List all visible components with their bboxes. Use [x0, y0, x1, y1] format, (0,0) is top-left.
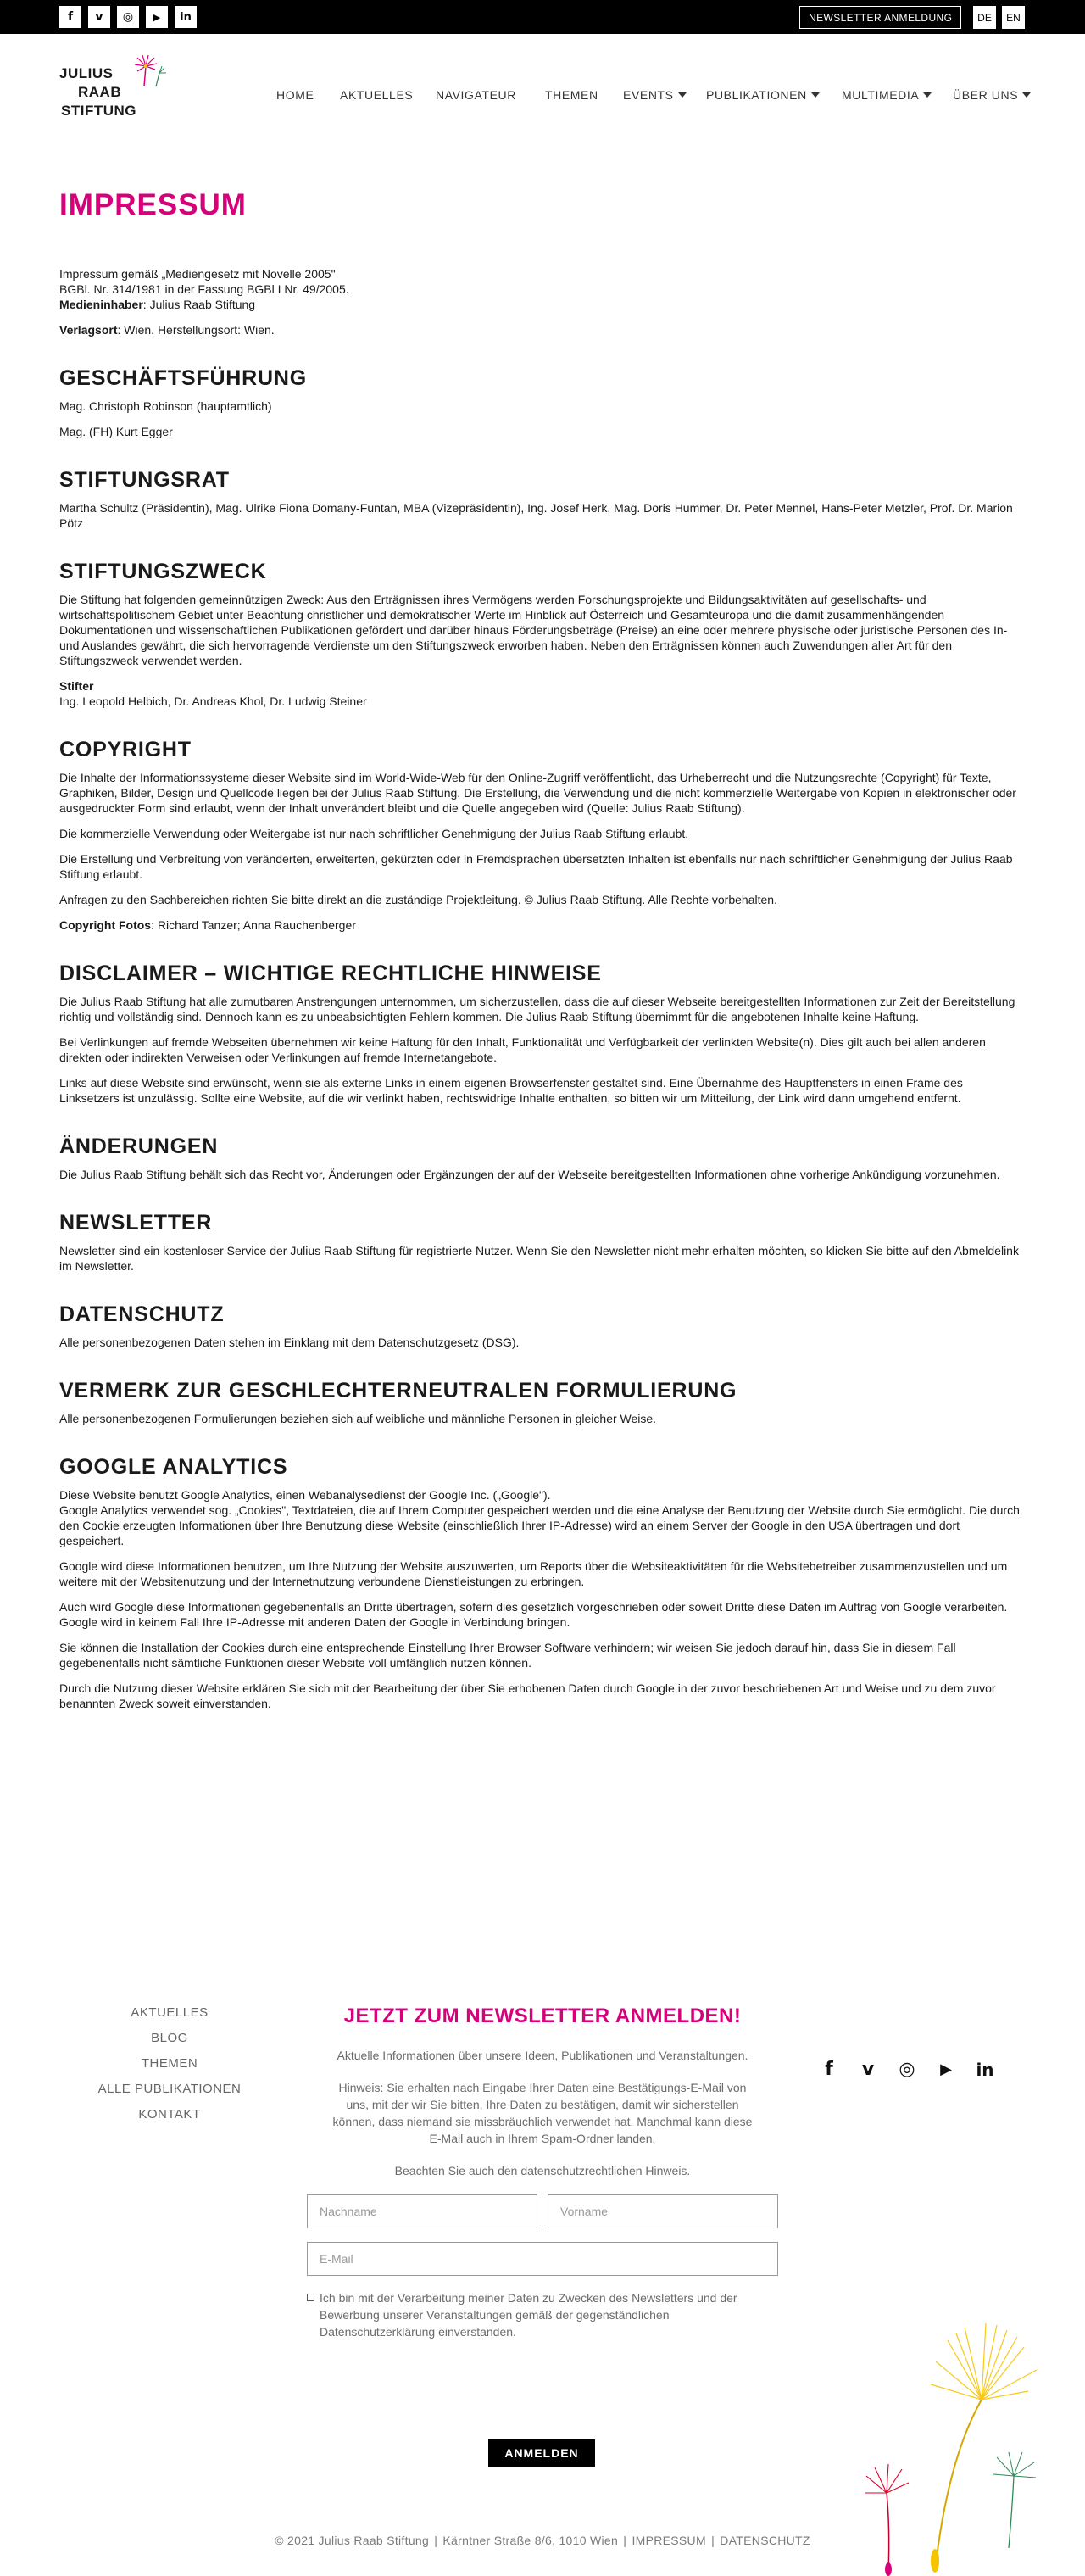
gf-person-2: Mag. (FH) Kurt Egger	[59, 425, 173, 438]
copyright-paragraph-4: Anfragen zu den Sachbereichen richten Sie bitte direkt an die zuständige Projektleitung. © Julius Raab Stiftung. Alle Rechte vorbehalten.	[59, 893, 777, 906]
stifter-label: Stifter	[59, 679, 94, 693]
nav-themen-label: THEMEN	[545, 88, 598, 102]
datenschutz-text: Alle personenbezogenen Daten stehen im Einklang mit dem Datenschutzgesetz (DSG).	[59, 1335, 520, 1349]
section-heading-datenschutz: DATENSCHUTZ	[59, 1302, 225, 1326]
copyright-text: © 2021 Julius Raab Stiftung	[275, 2534, 430, 2547]
newsletter-text: Newsletter sind ein kostenloser Service der Julius Raab Stiftung für registrierte Nutzer. Wenn Sie den Newsletter nicht mehr erhalten möchten, so klicken Sie bitte auf den Abmeldelink im Newsletter.	[59, 1244, 1019, 1273]
disclaimer-paragraph-3: Links auf diese Website sind erwünscht, wenn sie als externe Links in einem eigenen Browserfenster gestaltet sind. Eine Übernahme des Hauptfensters in einen Frame des Linksetzers ist unzulässig. Sollte eine Website, auf die wir verlinkt haben, rechtswidrige Inhalte enthalten, so bitten wir um Mitteilung, der Link wird dann umgehend entfernt.	[59, 1076, 963, 1105]
medieninhaber-value: : Julius Raab Stiftung	[142, 298, 256, 311]
newsletter-submit-button[interactable]: ANMELDEN	[488, 2439, 595, 2467]
footer-link-alle-publikationen[interactable]: ALLE PUBLIKATIONEN	[97, 2082, 242, 2096]
nav-home[interactable]	[276, 88, 314, 102]
chevron-down-icon	[923, 92, 932, 98]
medieninhaber	[59, 297, 1026, 312]
stifter-text: Ing. Leopold Helbich, Dr. Andreas Khol, Dr. Ludwig Steiner	[59, 694, 367, 708]
consent-row	[307, 2289, 778, 2340]
newsletter-signup-button[interactable]: NEWSLETTER ANMELDUNG	[799, 6, 961, 29]
separator: |	[434, 2534, 438, 2547]
top-social-links	[59, 6, 197, 28]
consent-text: Ich bin mit der Verarbeitung meiner Daten zu Zwecken des Newsletters und der Bewerbung unserer Veranstaltungen gemäß der gegenständlichen Datenschutzerklärung einverstanden.	[320, 2291, 737, 2339]
ga-paragraph-1a: Diese Website benutzt Google Analytics, einen Webanalysedienst der Google Inc. („Google").	[59, 1488, 551, 1502]
ga-paragraph-2: Google wird diese Informationen benutzen, um Ihre Nutzung der Website auszuwerten, um Reports über die Websiteaktivitäten für die Websitebetreiber zusammenzustellen und um weitere mit der Websitenutzung und der Internetnutzung verbundene Dienstleistungen zu erbringen.	[59, 1559, 1008, 1588]
nav-publikationen-label: PUBLIKATIONEN	[706, 88, 807, 102]
youtube-icon[interactable]: ▶	[940, 2060, 952, 2078]
verlagsort	[59, 322, 1026, 337]
ga-paragraph-5: Durch die Nutzung dieser Website erklären Sie sich mit der Bearbeitung der über Sie erhobenen Daten durch Google in der zuvor beschriebenen Art und Weise und zu dem zuvor benannten Zweck soweit einverstanden.	[59, 1681, 996, 1710]
lastname-field[interactable]: Nachname	[307, 2194, 537, 2228]
top-bar	[0, 0, 1085, 34]
facebook-icon[interactable]: f	[59, 6, 81, 28]
section-heading-copyright: COPYRIGHT	[59, 738, 192, 761]
footer-social-links	[819, 2059, 995, 2080]
footer-links	[85, 2004, 254, 2132]
logo-line-2: RAAB	[78, 84, 122, 100]
nav-events-label: EVENTS	[623, 88, 674, 102]
section-heading-newsletter: NEWSLETTER	[59, 1211, 213, 1235]
section-heading-disclaimer: DISCLAIMER – WICHTIGE RECHTLICHE HINWEISE	[59, 962, 602, 985]
copyright-fotos-value: : Richard Tanzer; Anna Rauchenberger	[151, 918, 356, 932]
nav-home-label: HOME	[276, 88, 314, 102]
ga-paragraph-3: Auch wird Google diese Informationen gegebenenfalls an Dritte übertragen, sofern dies gesetzlich vorgeschrieben oder soweit Dritte diese Daten im Auftrag von Google verarbeiten. Google wird in keinem Fall Ihre IP-Adresse mit anderen Daten der Google in Verbindung bringen.	[59, 1600, 1008, 1629]
linkedin-icon[interactable]: in	[976, 2059, 994, 2080]
address-text: Kärntner Straße 8/6, 1010 Wien	[442, 2534, 619, 2547]
copyright-paragraph-1: Die Inhalte der Informationssysteme dieser Website sind im World-Wide-Web für den Online-Zugriff veröffentlicht, das Urheberrecht und die Nutzungsrechte (Copyright) für Texte, Graphiken, Bilder, Design und Quellcode liegen bei der Julius Raab Stiftung. Die Erstellung, die Verwendung und die nicht kommerzielle Weitergabe von Kopien in elektronischer oder ausgedruckter Form sind erlaubt, wenn der Inhalt unverändert bleibt und die Quelle angegeben wird (Quelle: Julius Raab Stiftung).	[59, 771, 1016, 815]
intro-line-2: BGBl. Nr. 314/1981 in der Fassung BGBl I Nr. 49/2005.	[59, 282, 349, 296]
language-de-button[interactable]: DE	[973, 6, 996, 29]
newsletter-form	[307, 2004, 778, 2340]
chevron-down-icon	[811, 92, 820, 98]
footer-datenschutz-link[interactable]: DATENSCHUTZ	[720, 2534, 810, 2547]
nav-multimedia[interactable]	[842, 88, 932, 102]
nav-navigateur[interactable]	[436, 88, 516, 102]
firstname-field[interactable]: Vorname	[548, 2194, 778, 2228]
footer-link-themen[interactable]: THEMEN	[141, 2056, 198, 2071]
copyright-bar	[0, 2534, 1085, 2547]
section-heading-geschaeftsfuehrung: GESCHÄFTSFÜHRUNG	[59, 366, 307, 390]
logo-line-1: JULIUS	[59, 65, 114, 81]
section-heading-stiftungsrat: STIFTUNGSRAT	[59, 468, 230, 492]
vimeo-icon[interactable]: v	[861, 2059, 875, 2080]
flower-logo-icon	[134, 54, 168, 88]
separator: |	[623, 2534, 627, 2547]
newsletter-hint: Hinweis: Sie erhalten nach Eingabe Ihrer Daten eine Bestätigungs-E-Mail von uns, mit der wir Sie bitten, Ihre Daten zu bestätigen, damit wir sicherstellen können, dass niemand sie missbräuchlich verwendet hat. Manchmal kann diese E-Mail auch in Ihrem Spam-Ordner landen.	[332, 2081, 753, 2145]
ga-paragraph-1b: Google Analytics verwendet sog. „Cookies", Textdateien, die auf Ihrem Computer gespeichert werden und die eine Analyse der Benutzung der Website durch Sie ermöglicht. Die durch den Cookie erzeugten Informationen über Ihre Benutzung diese Website (einschließlich Ihrer IP-Adresse) wird an einem Server der Google in den USA übertragen und dort gespeichert.	[59, 1503, 1020, 1547]
section-heading-stiftungszweck: STIFTUNGSZWECK	[59, 560, 267, 583]
disclaimer-paragraph-1: Die Julius Raab Stiftung hat alle zumutbaren Anstrengungen unternommen, um sicherzustellen, dass die auf dieser Webseite bereitgestellten Informationen zur Zeit der Bereitstellung richtig und vollständig sind. Dennoch kann es zu unbeabsichtigten Fehlern kommen. Die Julius Raab Stiftung übernimmt für die angebotenen Inhalte keine Haftung.	[59, 995, 1015, 1023]
ga-paragraph-4: Sie können die Installation der Cookies durch eine entsprechende Einstellung Ihrer Browser Software verhindern; wir weisen Sie jedoch darauf hin, dass Sie in diesem Fall gegebenenfalls nicht sämtliche Funktionen dieser Website voll umfänglich nutzen können.	[59, 1641, 956, 1670]
logo-line-3: STIFTUNG	[61, 103, 136, 119]
instagram-icon[interactable]: ◎	[117, 6, 139, 28]
copyright-paragraph-3: Die Erstellung und Verbreitung von veränderten, erweiterten, gekürzten oder in Fremdsprachen übersetzten Inhalten ist ebenfalls nur nach schriftlicher Genehmigung der Julius Raab Stiftung erlaubt.	[59, 852, 1013, 881]
section-heading-google-analytics: GOOGLE ANALYTICS	[59, 1455, 288, 1479]
main-nav	[0, 88, 1085, 105]
nav-ueber-uns[interactable]	[953, 88, 1031, 102]
email-field[interactable]: E-Mail	[307, 2242, 778, 2276]
newsletter-info: Aktuelle Informationen über unsere Ideen, Publikationen und Veranstaltungen.	[337, 2049, 748, 2062]
linkedin-icon[interactable]: in	[175, 6, 197, 28]
language-en-button[interactable]: EN	[1002, 6, 1025, 29]
chevron-down-icon	[678, 92, 687, 98]
instagram-icon[interactable]: ◎	[899, 2059, 915, 2080]
nav-themen[interactable]	[545, 88, 598, 102]
vimeo-icon[interactable]: v	[88, 6, 110, 28]
name-fields-row	[307, 2194, 778, 2228]
aenderungen-text: Die Julius Raab Stiftung behält sich das Recht vor, Änderungen oder Ergänzungen der auf der Webseite bereitgestellten Informationen ohne vorherige Ankündigung vorzunehmen.	[59, 1168, 1000, 1181]
gender-neutral-text: Alle personenbezogenen Formulierungen beziehen sich auf weibliche und männliche Personen in gleicher Weise.	[59, 1412, 657, 1425]
gf-person-1: Mag. Christoph Robinson (hauptamtlich)	[59, 399, 272, 413]
nav-aktuelles[interactable]	[340, 88, 413, 102]
stiftungsrat-text: Martha Schultz (Präsidentin), Mag. Ulrike Fiona Domany-Funtan, MBA (Vizepräsidentin), Ing. Josef Herk, Mag. Doris Hummer, Dr. Peter Mennel, Hans-Peter Metzler, Prof. Dr. Marion Pötz	[59, 501, 1013, 530]
footer-link-blog[interactable]: BLOG	[151, 2031, 188, 2045]
medieninhaber-label: Medieninhaber	[59, 298, 143, 311]
footer-link-kontakt[interactable]: KONTAKT	[138, 2107, 201, 2122]
stiftungszweck-text: Die Stiftung hat folgenden gemeinnützigen Zweck: Aus den Erträgnissen ihres Vermögens werden Forschungsprojekte und Bildungsaktivitäten auf gesellschafts- und wirtschaftspolitischem Gebiet unter Beachtung christlicher und demokratischer Werte im Hinblick auf Österreich und Gesamteuropa und die damit zusammenhängenden Dokumentationen und wissenschaftlichen Publikationen gefördert und darüber hinaus Förderungsbeträge (Preise) an eine oder mehrere physische oder juristische Personen des In- und Auslandes gewährt, die sich hervorragende Verdienste um den Stiftungszweck erworben haben. Neben den Erträgnissen können auch Zuwendungen aller Art für den Stiftungszweck verwendet werden.	[59, 593, 1008, 667]
copyright-fotos	[59, 917, 1026, 933]
nav-navigateur-label: NAVIGATEUR	[436, 88, 516, 102]
chevron-down-icon	[1022, 92, 1031, 98]
nav-ueber-uns-label: ÜBER UNS	[953, 88, 1019, 102]
footer-impressum-link[interactable]: IMPRESSUM	[632, 2534, 706, 2547]
verlagsort-label: Verlagsort	[59, 323, 118, 337]
youtube-icon[interactable]: ▶	[146, 6, 168, 28]
page-title: IMPRESSUM	[59, 188, 247, 221]
verlagsort-value: : Wien. Herstellungsort: Wien.	[117, 323, 275, 337]
impressum-content	[59, 188, 1026, 1721]
separator: |	[711, 2534, 715, 2547]
nav-events[interactable]	[623, 88, 687, 102]
section-heading-aenderungen: ÄNDERUNGEN	[59, 1135, 219, 1158]
nav-publikationen[interactable]	[706, 88, 820, 102]
nav-multimedia-label: MULTIMEDIA	[842, 88, 920, 102]
intro-line-1: Impressum gemäß „Mediengesetz mit Novelle 2005"	[59, 267, 336, 281]
newsletter-privacy-note: Beachten Sie auch den datenschutzrechtlichen Hinweis.	[394, 2164, 691, 2177]
consent-checkbox[interactable]	[307, 2294, 314, 2301]
footer-link-aktuelles[interactable]: AKTUELLES	[131, 2005, 209, 2020]
newsletter-title: JETZT ZUM NEWSLETTER ANMELDEN!	[343, 2004, 742, 2027]
copyright-fotos-label: Copyright Fotos	[59, 918, 152, 932]
disclaimer-paragraph-2: Bei Verlinkungen auf fremde Webseiten übernehmen wir keine Haftung für den Inhalt, Funktionalität und Verfügbarkeit der verlinkten Website(n). Dies gilt auch bei allen anderen direkten oder indirekten Verweisen oder Verlinkungen auf fremde Internetangebote.	[59, 1035, 986, 1064]
copyright-paragraph-2: Die kommerzielle Verwendung oder Weitergabe ist nur nach schriftlicher Genehmigung der Julius Raab Stiftung erlaubt.	[59, 827, 689, 840]
facebook-icon[interactable]: f	[825, 2059, 833, 2080]
nav-aktuelles-label: AKTUELLES	[340, 88, 414, 102]
section-heading-gender-neutral: VERMERK ZUR GESCHLECHTERNEUTRALEN FORMULIERUNG	[59, 1379, 737, 1402]
